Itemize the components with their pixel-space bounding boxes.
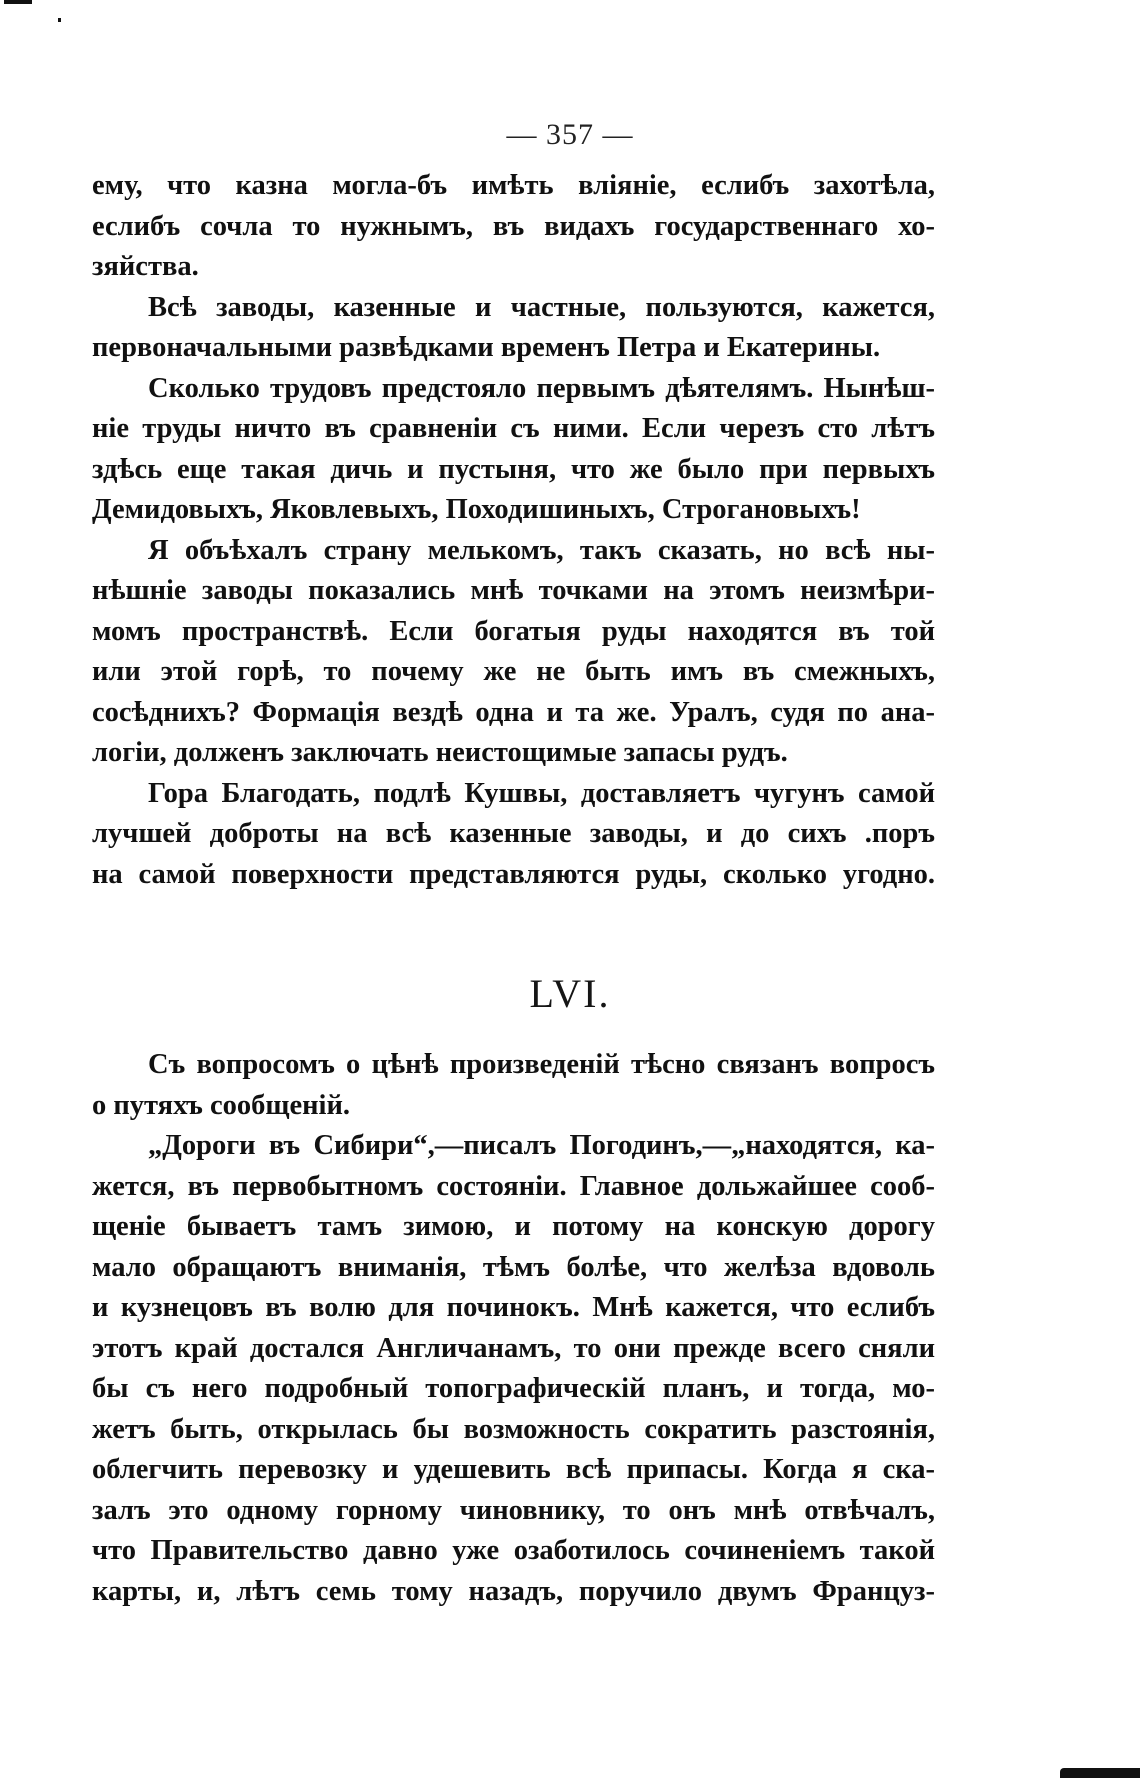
text-line: нѣшніе заводы показались мнѣ точками на этомъ неизмѣри- xyxy=(92,575,935,606)
scan-artifact xyxy=(4,0,32,4)
text-line: залъ это одному горному чиновнику, то онъ мнѣ отвѣчалъ, xyxy=(92,1494,935,1526)
text-line: первоначальными развѣдками временъ Петра и Екатерины. xyxy=(92,332,881,363)
chapter-heading: LVI. xyxy=(529,971,611,1016)
text-line: ему, что казна могла-бъ имѣть вліяніе, еслибъ захотѣла, xyxy=(92,170,935,201)
text-line: сосѣднихъ? Формація вездѣ одна и та же. Уралъ, судя по ана- xyxy=(92,696,935,728)
text-line: „Дороги въ Сибири“,—писалъ Погодинъ,—„находятся, ка- xyxy=(148,1130,935,1161)
section-bottom-text xyxy=(92,1045,935,1612)
text-line: или этой горѣ, то почему же не быть имъ въ смежныхъ, xyxy=(92,656,935,687)
text-line: что Правительство давно уже озаботилось сочиненіемъ такой xyxy=(92,1535,935,1566)
text-line: лучшей доброты на всѣ казенные заводы, и до сихъ .поръ xyxy=(92,818,935,849)
text-line: облегчить перевозку и удешевить всѣ припасы. Когда я ска- xyxy=(92,1454,935,1485)
text-line: о путяхъ сообщеній. xyxy=(92,1089,350,1121)
text-line: карты, и, лѣтъ семь тому назадъ, поручило двумъ Француз- xyxy=(92,1575,935,1607)
text-line: Съ вопросомъ о цѣнѣ произведеній тѣсно связанъ вопросъ xyxy=(148,1049,935,1080)
scan-artifact xyxy=(58,18,61,22)
text-line: и кузнецовъ въ волю для починокъ. Мнѣ кажется, что еслибъ xyxy=(92,1292,935,1323)
scan-artifact xyxy=(1060,1768,1140,1778)
text-line: зяйства. xyxy=(92,251,199,282)
text-line: Сколько трудовъ предстояло первымъ дѣятелямъ. Нынѣш- xyxy=(148,372,935,404)
text-line: еслибъ сочла то нужнымъ, въ видахъ государственнаго хо- xyxy=(92,210,935,242)
text-line: жетъ быть, открылась бы возможность сократить разстоянія, xyxy=(92,1413,935,1445)
page-number: — 357 — xyxy=(506,118,634,151)
text-line: этотъ край достался Англичанамъ, то они прежде всего сняли xyxy=(92,1332,935,1364)
text-line: Я объѣхалъ страну мелькомъ, такъ сказать, но всѣ ны- xyxy=(148,534,935,566)
text-line: мало обращаютъ вниманія, тѣмъ болѣе, что желѣза вдоволь xyxy=(92,1251,935,1283)
text-line: здѣсь еще такая дичь и пустыня, что же было при первыхъ xyxy=(92,453,935,485)
text-line: на самой поверхности представляются руды, сколько угодно. xyxy=(92,858,935,890)
section-top-text xyxy=(92,166,935,895)
text-line: жется, въ первобытномъ состояніи. Главное дольжайшее сооб- xyxy=(92,1170,935,1202)
text-line: Гора Благодать, подлѣ Кушвы, доставляетъ чугунъ самой xyxy=(148,777,935,809)
text-line: Демидовыхъ, Яковлевыхъ, Походишиныхъ, Строгановыхъ! xyxy=(92,494,861,525)
text-line: логіи, долженъ заключать неистощимые запасы рудъ. xyxy=(92,737,788,768)
text-line: момъ пространствѣ. Если богатыя руды находятся въ той xyxy=(92,615,935,647)
text-line: щеніе бываетъ тамъ зимою, и потому на конскую дорогу xyxy=(92,1211,935,1242)
text-line: бы съ него подробный топографическій планъ, и тогда, мо- xyxy=(92,1373,935,1404)
text-line: ніе труды ничто въ сравненіи съ ними. Если черезъ сто лѣтъ xyxy=(92,413,935,444)
text-line: Всѣ заводы, казенные и частные, пользуются, кажется, xyxy=(148,291,935,323)
